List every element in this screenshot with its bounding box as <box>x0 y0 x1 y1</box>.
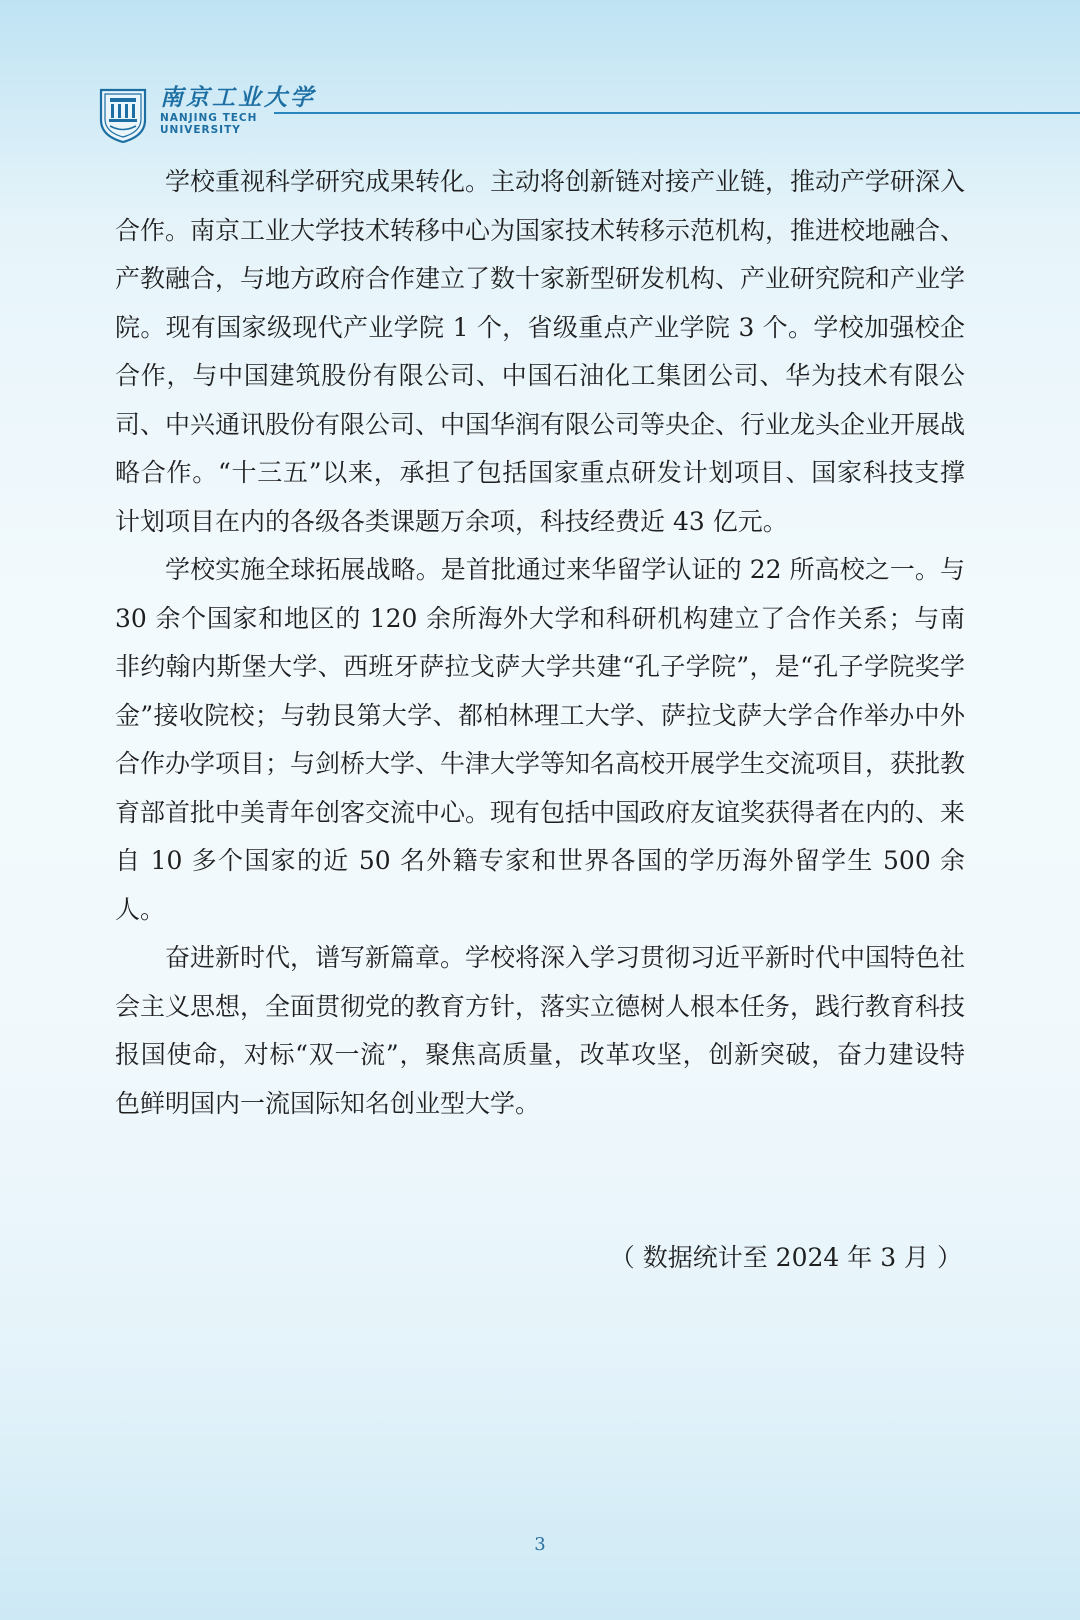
paragraph-global-strategy: 学校实施全球拓展战略。是首批通过来华留学认证的 22 所高校之一。与 30 余个国家和地区的 120 余所海外大学和科研机构建立了合作关系；与南非约翰内斯堡大学、西班牙萨拉戈萨大学共建“孔子学院”，是“孔子学院奖学金”接收院校；与勃艮第大学、都柏林理工大学、萨拉戈萨大学合作举办中外合作办学项目；与剑桥大学、牛津大学等知名高校开展学生交流项目，获批教育部首批中美青年创客交流中心。现有包括中国政府友谊奖获得者在内的、来自 10 多个国家的近 50 名外籍专家和世界各国的学历海外留学生 500 余人。 <box>115 555 966 924</box>
logo-english-name-line2: UNIVERSITY <box>160 124 241 136</box>
data-date-note: （ 数据统计至 2024 年 3 月 ） <box>609 1243 962 1272</box>
university-logo-text <box>160 84 316 136</box>
logo-english-name-line1: NANJING TECH <box>160 112 258 124</box>
body-text <box>115 158 965 1128</box>
paragraph-research-transfer: 学校重视科学研究成果转化。主动将创新链对接产业链，推动产学研深入合作。南京工业大学技术转移中心为国家技术转移示范机构，推进校地融合、产教融合，与地方政府合作建立了数十家新型研发机构、产业研究院和产业学院。现有国家级现代产业学院 1 个，省级重点产业学院 3 个。学校加强校企合作，与中国建筑股份有限公司、中国石油化工集团公司、华为技术有限公司、中兴通讯股份有限公司、中国华润有限公司等央企、行业龙头企业开展战略合作。“十三五”以来，承担了包括国家重点研发计划项目、国家科技支撑计划项目在内的各级各类课题万余项，科技经费近 43 亿元。 <box>115 167 966 536</box>
page-header <box>98 84 1080 144</box>
paragraph-new-era: 奋进新时代，谱写新篇章。学校将深入学习贯彻习近平新时代中国特色社会主义思想，全面贯彻党的教育方针，落实立德树人根本任务，践行教育科技报国使命，对标“双一流”，聚焦高质量，改革攻坚，创新突破，奋力建设特色鲜明国内一流国际知名创业型大学。 <box>115 943 966 1118</box>
header-divider <box>274 112 1080 114</box>
page-number: 3 <box>534 1534 546 1555</box>
logo-chinese-name: 南京工业大学 <box>160 84 316 111</box>
university-crest-icon <box>98 86 148 144</box>
